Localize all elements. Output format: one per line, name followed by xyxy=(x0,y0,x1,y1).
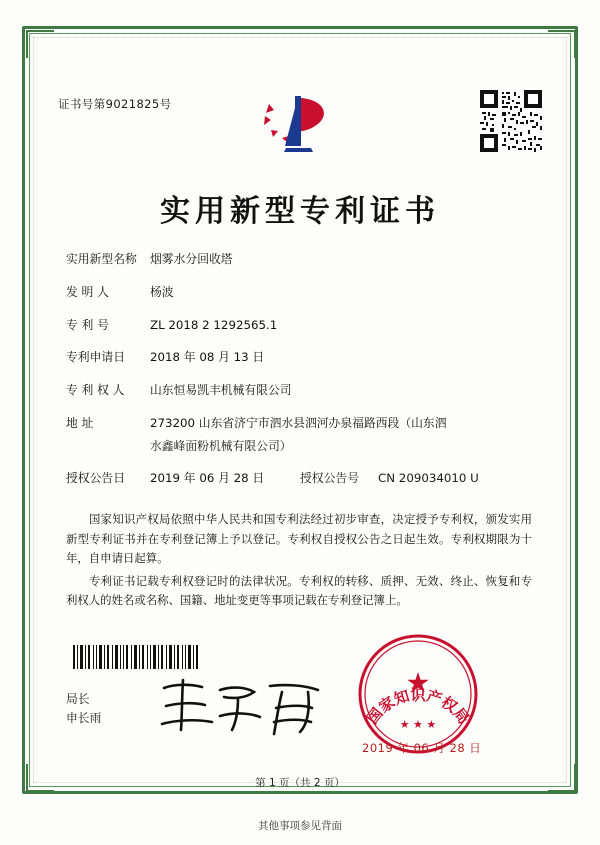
director-name-label: 申长雨 xyxy=(66,710,102,725)
field-row-application-date xyxy=(66,348,536,366)
cnipa-logo-icon xyxy=(255,86,341,156)
field-value: 烟雾水分回收塔 xyxy=(150,252,233,266)
field-row-grant xyxy=(66,469,536,487)
svg-text:★ ★ ★: ★ ★ ★ xyxy=(399,718,437,731)
field-label-grant-number: 授权公告号 xyxy=(300,470,359,485)
field-label: 专利申请日 xyxy=(66,350,125,365)
field-label: 地 址 xyxy=(66,415,94,430)
field-value: 杨波 xyxy=(150,284,174,299)
legal-paragraph: 国家知识产权局依照中华人民共和国专利法经过初步审查，决定授予专利权，颁发实用新型专利证书并在专利登记簿上予以登记。专利权自授权公告之日起生效。专利权期限为十年，自申请日起算。 xyxy=(66,512,532,566)
field-list xyxy=(66,250,536,502)
address-line-2: 水鑫峰面粉机械有限公司） xyxy=(150,438,292,453)
seal-date: 2019 年 06 月 28 日 xyxy=(362,741,482,755)
svg-text:国家知识产权局: 国家知识产权局 xyxy=(363,686,473,728)
field-row-inventor xyxy=(66,283,536,301)
qr-code-icon xyxy=(480,90,542,152)
field-label-grant-date: 授权公告日 xyxy=(66,470,125,485)
field-label: 实用新型名称 xyxy=(66,252,137,266)
page-indicator: 第 1 页（共 2 页） xyxy=(255,777,345,789)
page-title: 实用新型专利证书 xyxy=(160,194,440,229)
field-value-grant-number: CN 209034010 U xyxy=(378,470,479,485)
field-label: 专 利 权 人 xyxy=(66,383,125,398)
official-red-seal-icon xyxy=(356,632,480,756)
field-value: 山东恒易凯丰机械有限公司 xyxy=(150,383,292,398)
legal-paragraph: 专利证书记载专利权登记时的法律状况。专利权的转移、质押、无效、终止、恢复和专利权人的姓名或名称、国籍、地址变更等事项记载在专利登记簿上。 xyxy=(66,573,532,608)
director-title-label: 局长 xyxy=(66,692,90,706)
field-value: 2018 年 08 月 13 日 xyxy=(150,350,265,365)
barcode-icon xyxy=(72,645,200,669)
certificate-number: 证书号第9021825号 xyxy=(58,97,172,111)
field-label: 专 利 号 xyxy=(66,317,109,332)
corner-ornament-top-left xyxy=(26,30,54,58)
handwritten-signature xyxy=(150,672,340,742)
field-value-grant-date: 2019 年 06 月 28 日 xyxy=(150,470,265,485)
field-row-patentee xyxy=(66,381,536,399)
signature-label-block xyxy=(66,690,101,728)
field-value: ZL 2018 2 1292565.1 xyxy=(150,317,278,332)
corner-ornament-top-right xyxy=(548,30,576,58)
legal-text-block xyxy=(66,510,532,614)
field-label: 发 明 人 xyxy=(66,284,109,299)
field-value: 273200 山东省济宁市泗水县泗河办泉福路西段（山东泗 xyxy=(150,415,447,430)
field-row-name xyxy=(66,250,536,268)
field-row-patent-number xyxy=(66,316,536,334)
footnote: 其他事项参见背面 xyxy=(258,820,342,832)
field-row-address xyxy=(66,414,536,432)
